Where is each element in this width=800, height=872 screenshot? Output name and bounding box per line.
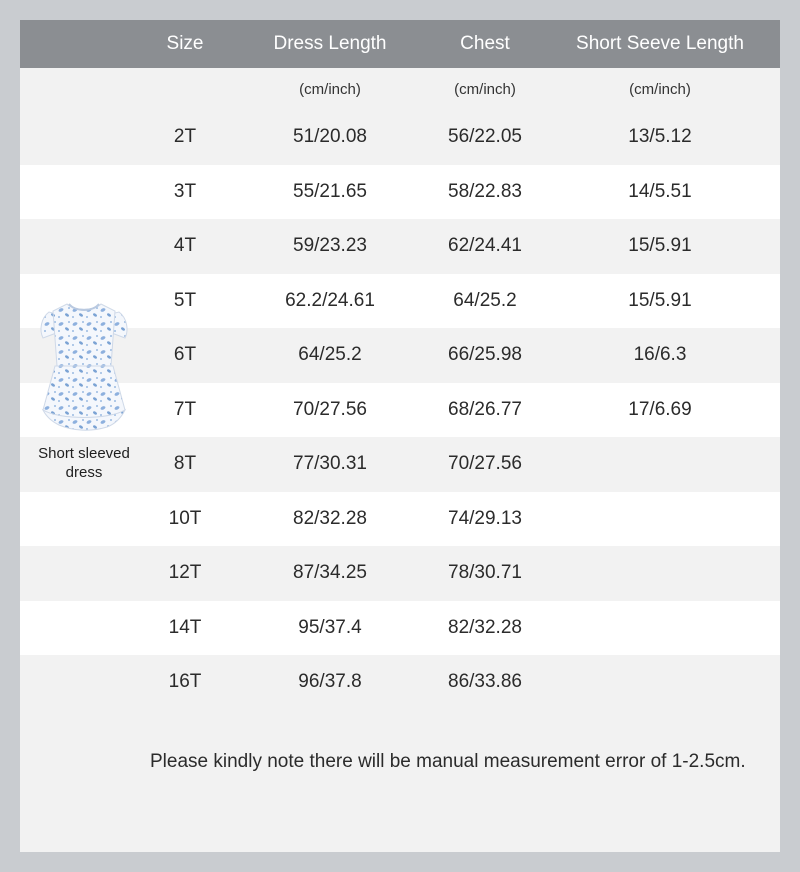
cell-sleeve-length: 17/6.69 [628, 398, 692, 420]
cell-chest: 70/27.56 [448, 453, 522, 475]
cell-dress-length: 55/21.65 [293, 180, 367, 202]
table-row [20, 655, 780, 710]
cell-dress-length: 64/25.2 [298, 344, 362, 366]
dress-illustration-icon [29, 278, 139, 438]
units-sleeve-length: (cm/inch) [629, 80, 691, 98]
cell-size: 8T [173, 453, 197, 475]
column-header-size: Size [166, 33, 204, 54]
product-preview [20, 278, 148, 482]
table-units-row [20, 68, 780, 110]
cell-size: 14T [168, 616, 202, 638]
cell-sleeve-length [540, 492, 780, 547]
table-header-row [20, 20, 780, 68]
cell-sleeve-length [540, 437, 780, 492]
table-row [20, 601, 780, 656]
cell-chest: 66/25.98 [448, 344, 522, 366]
cell-dress-length: 96/37.8 [298, 671, 362, 693]
cell-chest: 64/25.2 [453, 289, 517, 311]
column-header-dress-length: Dress Length [273, 33, 387, 54]
units-dress-length: (cm/inch) [299, 80, 361, 98]
cell-size: 12T [168, 562, 202, 584]
cell-sleeve-length [540, 655, 780, 710]
cell-sleeve-length: 15/5.91 [628, 289, 692, 311]
column-header-chest: Chest [460, 33, 510, 54]
cell-sleeve-length: 15/5.91 [628, 235, 692, 257]
cell-size: 7T [173, 398, 197, 420]
short-sleeved-dress-photo [29, 278, 139, 438]
table-row [20, 219, 780, 274]
cell-sleeve-length [540, 546, 780, 601]
cell-dress-length: 70/27.56 [293, 398, 367, 420]
cell-dress-length: 77/30.31 [293, 453, 367, 475]
cell-size: 16T [168, 671, 202, 693]
size-chart-card [20, 20, 780, 852]
cell-size: 6T [173, 344, 197, 366]
cell-sleeve-length: 13/5.12 [628, 126, 692, 148]
cell-chest: 58/22.83 [448, 180, 522, 202]
measurement-note: Please kindly note there will be manual measurement error of 1-2.5cm. [20, 732, 780, 778]
cell-size: 5T [173, 289, 197, 311]
table-row [20, 546, 780, 601]
cell-dress-length: 87/34.25 [293, 562, 367, 584]
cell-dress-length: 51/20.08 [293, 126, 367, 148]
cell-size: 4T [173, 235, 197, 257]
cell-size: 10T [168, 507, 202, 529]
cell-chest: 74/29.13 [448, 507, 522, 529]
cell-dress-length: 59/23.23 [293, 235, 367, 257]
cell-dress-length: 62.2/24.61 [285, 289, 375, 311]
column-header-sleeve-length: Short Seeve Length [576, 33, 744, 54]
cell-sleeve-length [540, 601, 780, 656]
cell-chest: 56/22.05 [448, 126, 522, 148]
units-chest: (cm/inch) [454, 80, 516, 98]
cell-dress-length: 95/37.4 [298, 616, 362, 638]
cell-chest: 62/24.41 [448, 235, 522, 257]
cell-size: 3T [173, 180, 197, 202]
cell-chest: 82/32.28 [448, 616, 522, 638]
cell-sleeve-length: 14/5.51 [628, 180, 692, 202]
cell-size: 2T [173, 126, 197, 148]
table-row [20, 110, 780, 165]
table-row [20, 165, 780, 220]
table-row [20, 492, 780, 547]
cell-chest: 78/30.71 [448, 562, 522, 584]
product-label: Short sleeved dress [38, 445, 130, 481]
cell-chest: 68/26.77 [448, 398, 522, 420]
cell-sleeve-length: 16/6.3 [633, 344, 687, 366]
cell-dress-length: 82/32.28 [293, 507, 367, 529]
cell-chest: 86/33.86 [448, 671, 522, 693]
